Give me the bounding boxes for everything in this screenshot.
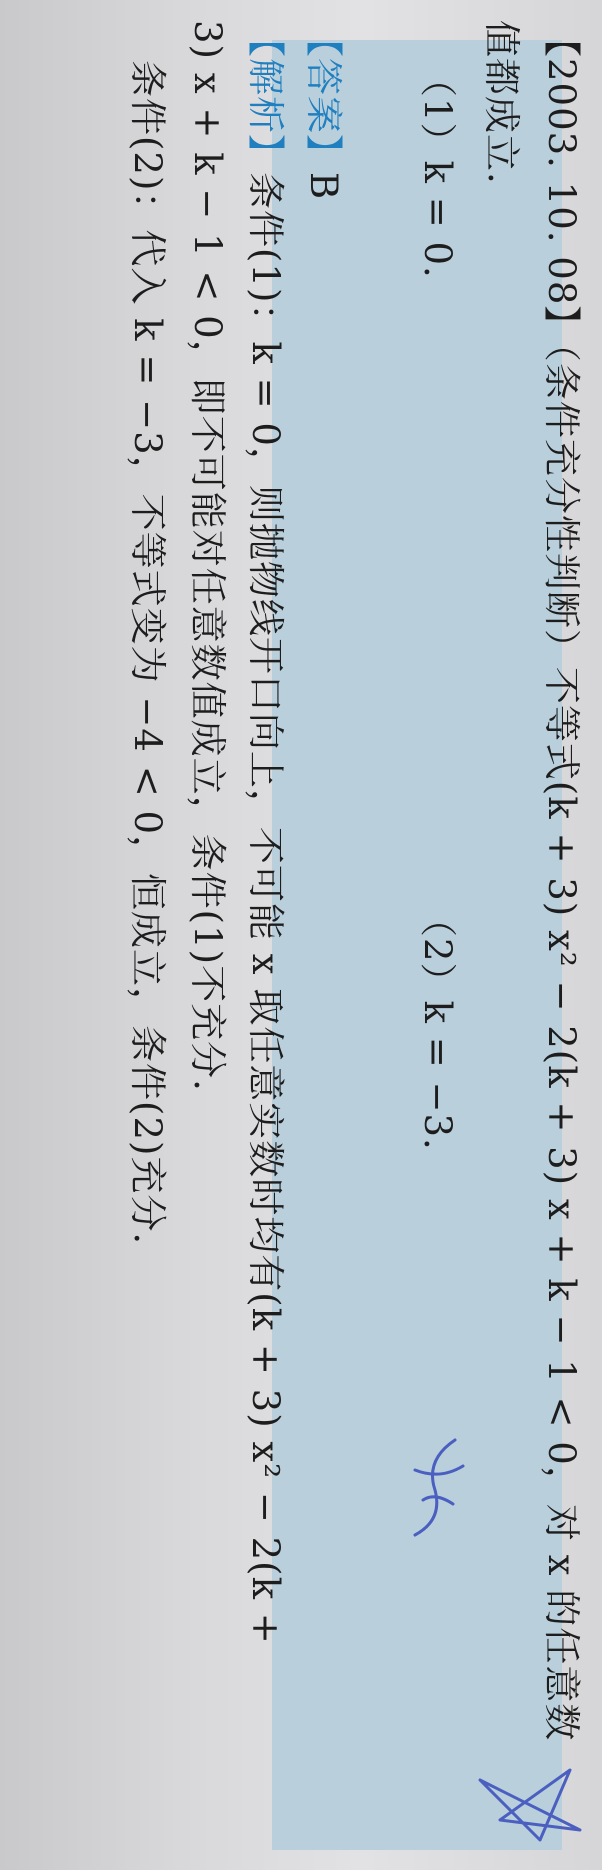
question-stem-text: （条件充分性判断）不等式(k + 3) x² − 2(k + 3) x + k − 1 < 0，对 x 的任意数 [540, 343, 583, 1742]
question-stem-line2: 值都成立. [480, 20, 523, 185]
analysis-line1 [244, 20, 287, 1645]
question-stem-line1 [540, 20, 583, 1742]
analysis-label: 【解析】 [244, 20, 287, 172]
handwritten-star-mark [470, 1760, 590, 1860]
analysis-text-line1: 条件(1)：k = 0，则抛物线开口向上，不可能 x 取任意实数时均有(k + 3) x² − 2(k + [244, 172, 287, 1645]
analysis-line3: 条件(2)：代入 k = −3，不等式变为 −4 < 0，恒成立，条件(2)充分. [126, 60, 169, 1246]
condition-1: （1）k = 0. [416, 60, 459, 279]
handwritten-note-mark [395, 1430, 475, 1550]
analysis-line2: 3) x + k − 1 < 0，即不可能对任意数值成立，条件(1)不充分. [186, 20, 229, 1092]
condition-2: （2）k = −3. [416, 900, 459, 1151]
answer-line [302, 20, 345, 201]
answer-value: B [302, 172, 345, 201]
answer-label: 【答案】 [302, 20, 345, 172]
question-source-tag: 【2003. 10. 08】 [540, 20, 583, 344]
